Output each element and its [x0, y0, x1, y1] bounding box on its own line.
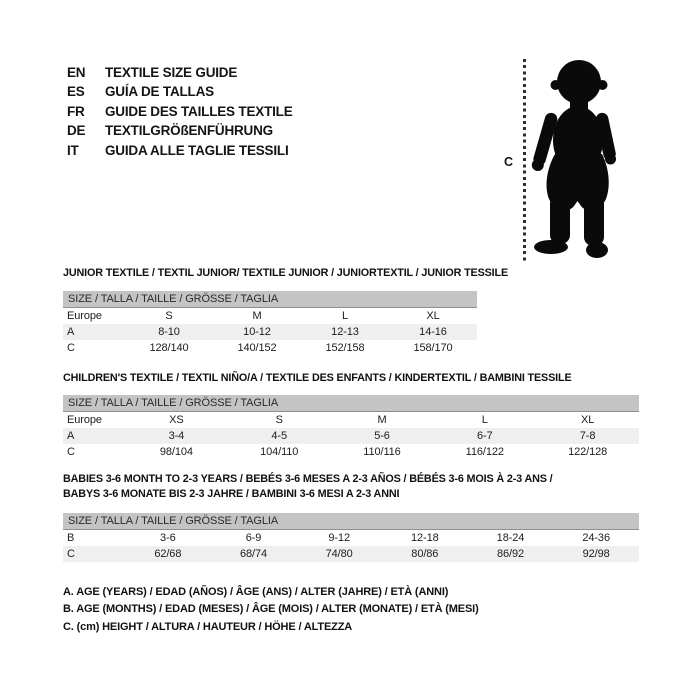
- language-label: GUIDA ALLE TAGLIE TESSILI: [105, 142, 289, 158]
- table-row-a: [63, 428, 639, 444]
- size-cell: 92/98: [582, 548, 610, 560]
- table-row-a: [63, 324, 477, 340]
- language-row-es: [67, 82, 293, 101]
- size-cell: 5-6: [374, 430, 390, 442]
- size-cell: 10-12: [243, 326, 271, 338]
- baby-silhouette-shape: [532, 60, 617, 258]
- table-row-c: [63, 546, 639, 562]
- size-cell: 3-4: [168, 430, 185, 442]
- size-cell: 128/140: [149, 342, 189, 354]
- size-cell: 4-5: [271, 430, 287, 442]
- size-cell: 6-7: [476, 430, 493, 442]
- size-cell: 80/86: [411, 548, 439, 560]
- row-label-cell: B: [67, 532, 75, 544]
- note-age-months: B. AGE (MONTHS) / EDAD (MESES) / ÂGE (MOIS) / ALTER (MONATE) / ETÀ (MESI): [63, 603, 479, 616]
- size-cell: 18-24: [496, 532, 525, 544]
- note-age-years: A. AGE (YEARS) / EDAD (AÑOS) / ÂGE (ANS) / ALTER (JAHRE) / ETÀ (ANNI): [63, 586, 449, 598]
- col-header-cell: L: [341, 310, 349, 322]
- size-header-bar: SIZE / TALLA / TAILLE / GRÖSSE / TAGLIA: [63, 395, 639, 412]
- size-header-bar: SIZE / TALLA / TAILLE / GRÖSSE / TAGLIA: [63, 291, 477, 308]
- size-cell: 140/152: [237, 342, 277, 354]
- babies-title-line-1: BABIES 3-6 MONTH TO 2-3 YEARS / BEBÉS 3-6 MESES A 2-3 AÑOS / BÉBÉS 3-6 MOIS À 2-3 ANS /: [63, 473, 553, 485]
- size-cell: 6-9: [245, 532, 262, 544]
- row-label-cell: C: [67, 548, 75, 560]
- size-cell: 12-18: [411, 532, 439, 544]
- size-cell: 122/128: [568, 446, 608, 458]
- height-measure-dashed-line: [523, 59, 526, 261]
- size-cell: 74/80: [325, 548, 353, 560]
- row-label-cell: A: [67, 430, 75, 442]
- region-label-cell: Europe: [67, 310, 102, 322]
- size-cell: 68/74: [239, 548, 267, 560]
- col-header-cell: S: [165, 310, 173, 322]
- language-row-it: [67, 141, 293, 160]
- children-table-title: CHILDREN'S TEXTILE / TEXTIL NIÑO/A / TEXTILE DES ENFANTS / KINDERTEXTIL / BAMBINI TESSILE: [63, 372, 572, 384]
- size-cell: 62/68: [154, 548, 182, 560]
- language-code: ES: [67, 84, 85, 100]
- language-row-fr: [67, 102, 293, 121]
- language-label: GUIDE DES TAILLES TEXTILE: [105, 103, 293, 119]
- col-header-cell: L: [481, 414, 488, 426]
- column-header-row: [63, 412, 639, 428]
- col-header-cell: XL: [426, 310, 440, 322]
- size-cell: 116/122: [465, 446, 504, 458]
- size-cell: 110/116: [363, 446, 401, 458]
- size-cell: 104/110: [260, 446, 299, 458]
- col-header-cell: XL: [580, 414, 595, 426]
- table-row-c: [63, 340, 477, 356]
- size-cell: 3-6: [160, 532, 176, 544]
- size-cell: 86/92: [496, 548, 524, 560]
- babies-size-table: [63, 513, 639, 562]
- size-cell: 158/170: [413, 342, 453, 354]
- size-cell: 9-12: [328, 532, 350, 544]
- size-cell: 14-16: [419, 326, 447, 338]
- language-code: IT: [67, 142, 79, 158]
- table-row-c: [63, 444, 639, 460]
- language-guide-list: [67, 63, 293, 160]
- size-header-bar: SIZE / TALLA / TAILLE / GRÖSSE / TAGLIA: [63, 513, 639, 530]
- size-cell: 24-36: [582, 532, 610, 544]
- table-row-b: [63, 530, 639, 546]
- babies-table-title: [63, 472, 553, 502]
- language-label: GUÍA DE TALLAS: [105, 84, 214, 100]
- legend-notes: [63, 584, 479, 636]
- col-header-cell: S: [275, 414, 283, 426]
- language-row-de: [67, 121, 293, 140]
- size-cell: 8-10: [158, 326, 180, 338]
- junior-table-title: JUNIOR TEXTILE / TEXTIL JUNIOR/ TEXTILE JUNIOR / JUNIORTEXTIL / JUNIOR TESSILE: [63, 267, 509, 279]
- size-cell: 12-13: [331, 326, 359, 338]
- language-code: DE: [67, 123, 86, 139]
- language-label: TEXTILGRÖßENFÜHRUNG: [105, 123, 273, 139]
- baby-silhouette-image: [531, 56, 663, 262]
- babies-title-line-2: BABYS 3-6 MONATE BIS 2-3 JAHRE / BAMBINI 3-6 MESI A 2-3 ANNI: [63, 488, 400, 500]
- row-label-cell: C: [67, 342, 75, 354]
- language-code: FR: [67, 103, 85, 119]
- children-size-table: [63, 395, 639, 460]
- note-height-cm: C. (cm) HEIGHT / ALTURA / HAUTEUR / HÖHE / ALTEZZA: [63, 620, 353, 633]
- col-header-cell: M: [377, 414, 387, 426]
- col-header-cell: XS: [169, 414, 184, 426]
- language-row-en: [67, 63, 293, 82]
- row-label-cell: A: [67, 326, 75, 338]
- region-label-cell: Europe: [67, 414, 102, 426]
- column-header-row: [63, 308, 477, 324]
- height-measure-label: C: [504, 155, 514, 169]
- row-label-cell: C: [67, 446, 75, 458]
- size-cell: 98/104: [159, 446, 193, 458]
- junior-size-table: [63, 291, 477, 356]
- col-header-cell: M: [252, 310, 262, 322]
- language-label: TEXTILE SIZE GUIDE: [105, 65, 238, 80]
- size-cell: 7-8: [579, 430, 596, 442]
- language-code: EN: [67, 65, 86, 80]
- size-cell: 152/158: [325, 342, 365, 354]
